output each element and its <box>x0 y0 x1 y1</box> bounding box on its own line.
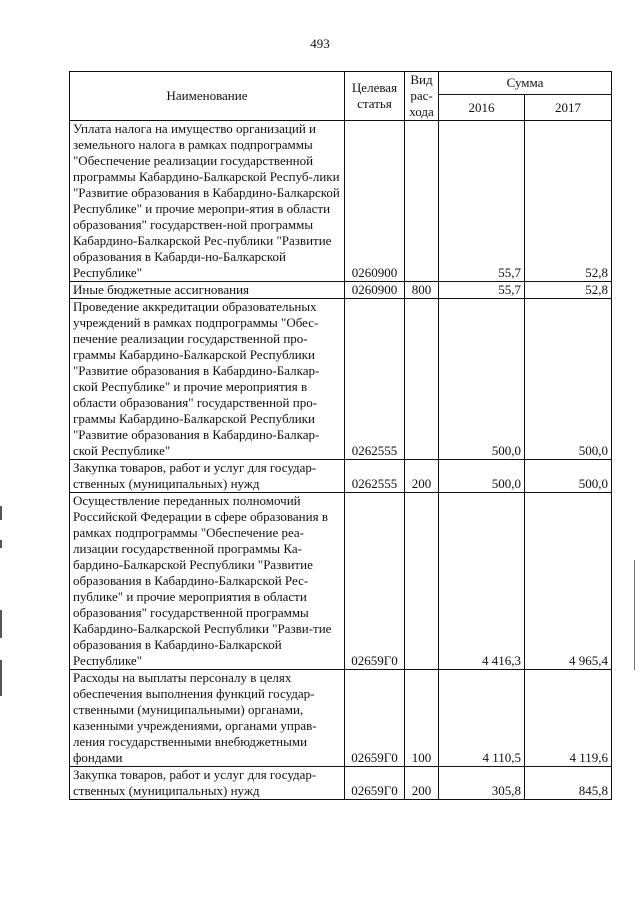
header-target-article-text: Целевая статья <box>351 80 398 111</box>
row-name: Уплата налога на имущество организаций и земельного налога в рамках подпрограммы "Обеспечение реализации государственной программы Кабардино-Балкарской Респуб-лики "Развитие образования в Кабардино-Балкарской Республике" и прочие меропри-ятия в области образования" государствен-ной программы Кабардино-Балкарской Рес-публики "Развитие образования в Кабарди-но-Балкарской Республике" <box>70 121 345 282</box>
row-amount-2016: 305,8 <box>439 767 525 800</box>
row-amount-2017: 500,0 <box>525 299 612 460</box>
row-kind: 800 <box>405 282 439 299</box>
row-kind <box>405 121 439 282</box>
table-row <box>70 121 612 282</box>
header-expense-kind <box>405 72 439 121</box>
header-year-2017: 2017 <box>525 95 612 121</box>
header-sum: Сумма <box>439 72 612 95</box>
row-name: Расходы на выплаты персоналу в целях обеспечения выполнения функций государ-ственными (муниципальными) органами, казенными учреждениями, органами управ-ления государственными внебюджетными фондами <box>70 670 345 767</box>
table-row <box>70 670 612 767</box>
row-amount-2017: 500,0 <box>525 460 612 493</box>
row-amount-2016: 4 416,3 <box>439 493 525 670</box>
table-row <box>70 282 612 299</box>
row-amount-2017: 52,8 <box>525 282 612 299</box>
row-kind: 200 <box>405 460 439 493</box>
page-number: 493 <box>310 36 330 51</box>
row-amount-2016: 55,7 <box>439 121 525 282</box>
row-amount-2017: 52,8 <box>525 121 612 282</box>
row-name: Проведение аккредитации образовательных учреждений в рамках подпрограммы "Обес-печение реализации государственной про-граммы Кабардино-Балкарской Республики "Развитие образования в Кабардино-Балкар-ской Республике" и прочие мероприятия в области образования" государственной про-граммы Кабардино-Балкарской Республики "Развитие образования в Кабардино-Балкар-ской Республике" <box>70 299 345 460</box>
row-amount-2017: 845,8 <box>525 767 612 800</box>
scan-edge-marks-right <box>634 560 637 680</box>
header-name: Наименование <box>70 72 345 121</box>
row-amount-2016: 500,0 <box>439 299 525 460</box>
row-name: Закупка товаров, работ и услуг для государ-ственных (муниципальных) нужд <box>70 767 345 800</box>
row-code: 02659Г0 <box>345 767 405 800</box>
table-row <box>70 767 612 800</box>
row-amount-2016: 4 110,5 <box>439 670 525 767</box>
header-target-article <box>345 72 405 121</box>
row-code: 0260900 <box>345 121 405 282</box>
header-expense-kind-text: Вид рас-хода <box>409 72 434 119</box>
budget-table <box>69 71 612 800</box>
table-row <box>70 493 612 670</box>
row-kind: 100 <box>405 670 439 767</box>
scan-edge-marks <box>0 500 3 700</box>
row-name: Осуществление переданных полномочий Российской Федерации в сфере образования в рамках подпрограммы "Обеспечение реа-лизации государственной программы Ка-бардино-Балкарской Республики "Развитие образования в Кабардино-Балкарской Рес-публике" и прочие мероприятия в области образования" государственной программы Кабардино-Балкарской Республики "Разви-тие образования в Кабардино-Балкарской Республике" <box>70 493 345 670</box>
row-code: 0262555 <box>345 299 405 460</box>
table-row <box>70 299 612 460</box>
row-kind: 200 <box>405 767 439 800</box>
header-year-2016: 2016 <box>439 95 525 121</box>
row-amount-2016: 500,0 <box>439 460 525 493</box>
table-row <box>70 460 612 493</box>
row-amount-2017: 4 965,4 <box>525 493 612 670</box>
row-name: Закупка товаров, работ и услуг для государ-ственных (муниципальных) нужд <box>70 460 345 493</box>
row-code: 0260900 <box>345 282 405 299</box>
row-amount-2016: 55,7 <box>439 282 525 299</box>
row-code: 02659Г0 <box>345 670 405 767</box>
row-kind <box>405 493 439 670</box>
row-code: 02659Г0 <box>345 493 405 670</box>
row-amount-2017: 4 119,6 <box>525 670 612 767</box>
row-kind <box>405 299 439 460</box>
row-code: 0262555 <box>345 460 405 493</box>
row-name: Иные бюджетные ассигнования <box>70 282 345 299</box>
